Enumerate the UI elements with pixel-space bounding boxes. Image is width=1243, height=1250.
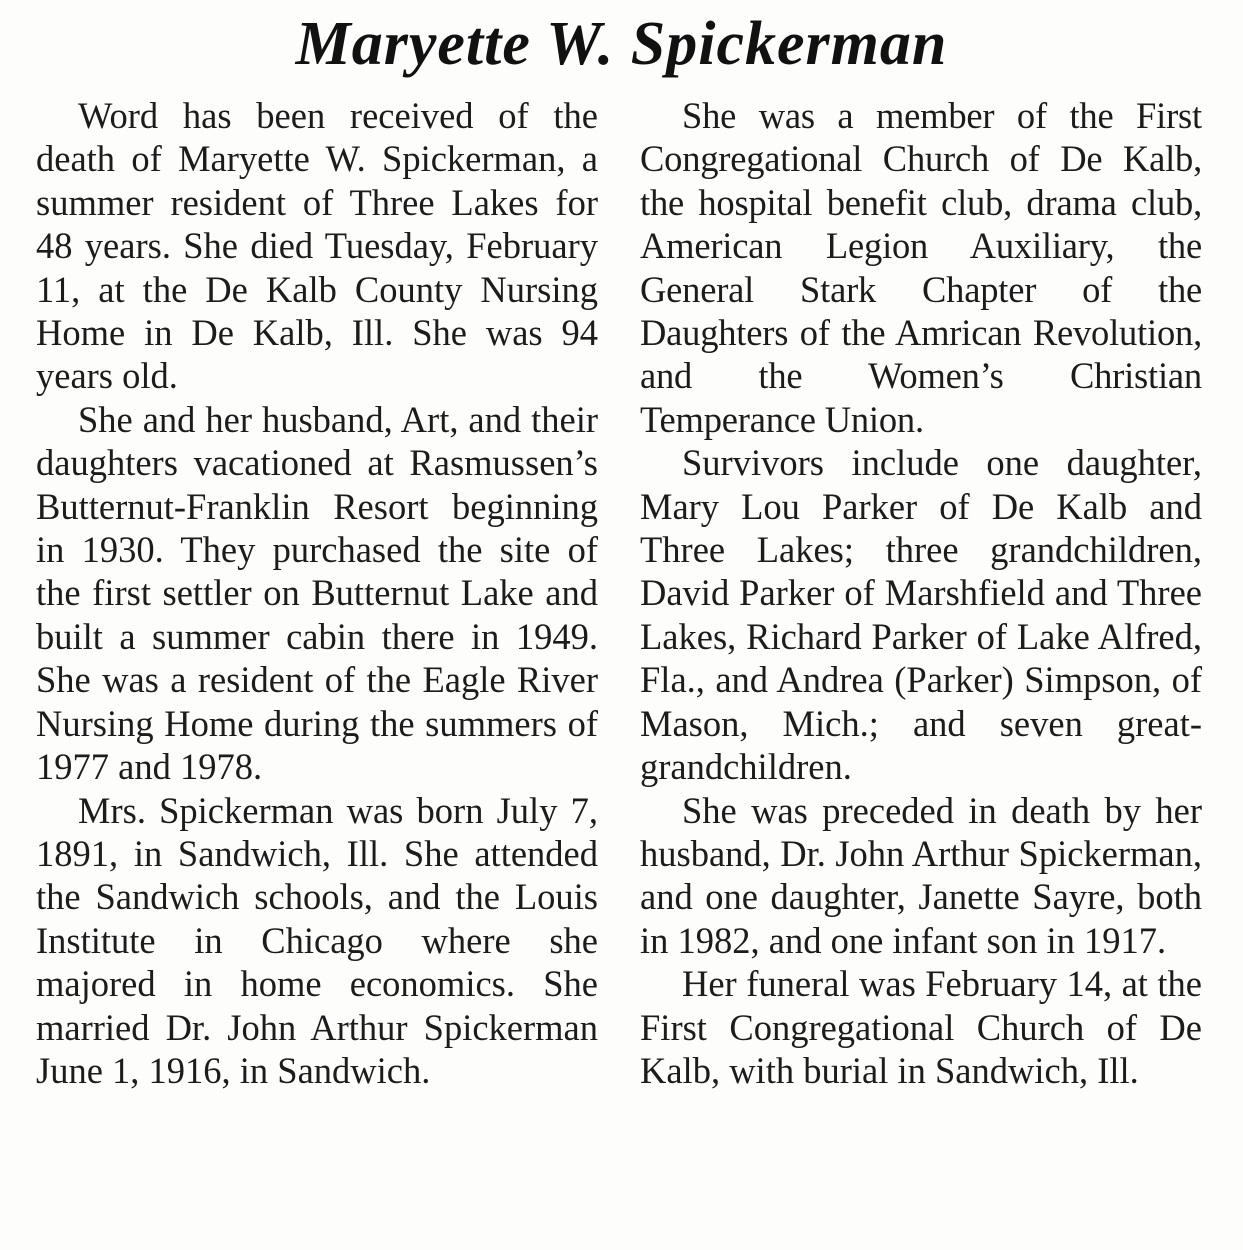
right-column	[640, 94, 1202, 1092]
obituary-title: Maryette W. Spickerman	[295, 10, 948, 78]
paragraph-birth-education: Mrs. Spickerman was born July 7, 1891, in Sandwich, Ill. She attended the Sandwich schools, and the Louis Institute in Chicago where she majored in home economics. She married Dr. John Arthur Spickerman June 1, 1916, in Sandwich.	[36, 789, 598, 1091]
paragraph-death-notice: Word has been received of the death of Maryette W. Spickerman, a summer resident of Three Lakes for 48 years. She died Tuesday, February 11, at the De Kalb County Nursing Home in De Kalb, Ill. She was 94 years old.	[36, 95, 598, 397]
paragraph-memberships: She was a member of the First Congregational Church of De Kalb, the hospital benefit club, drama club, American Legion Auxiliary, the General Stark Chapter of the Daughters of the Amrican Revolution, and the Women’s Christian Temperance Union.	[640, 95, 1202, 440]
paragraph-vacation-history: She and her husband, Art, and their daughters vacationed at Rasmussen’s Butternut-Franklin Resort beginning in 1930. They purchased the site of the first settler on Butternut Lake and built a summer cabin there in 1949. She was a resident of the Eagle River Nursing Home during the summers of 1977 and 1978.	[36, 398, 598, 788]
paragraph-survivors: Survivors include one daughter, Mary Lou Parker of De Kalb and Three Lakes; three grandchildren, David Parker of Marshfield and Three Lakes, Richard Parker of Lake Alfred, Fla., and Andrea (Parker) Simpson, of Mason, Mich.; and seven great-grandchildren.	[640, 442, 1202, 788]
paragraph-funeral: Her funeral was February 14, at the First Congregational Church of De Kalb, with burial in Sandwich, Ill.	[640, 963, 1202, 1091]
left-column	[36, 94, 598, 1092]
paragraph-preceded-in-death: She was preceded in death by her husband, Dr. John Arthur Spickerman, and one daughter, Janette Sayre, both in 1982, and one infant son in 1917.	[640, 789, 1202, 961]
